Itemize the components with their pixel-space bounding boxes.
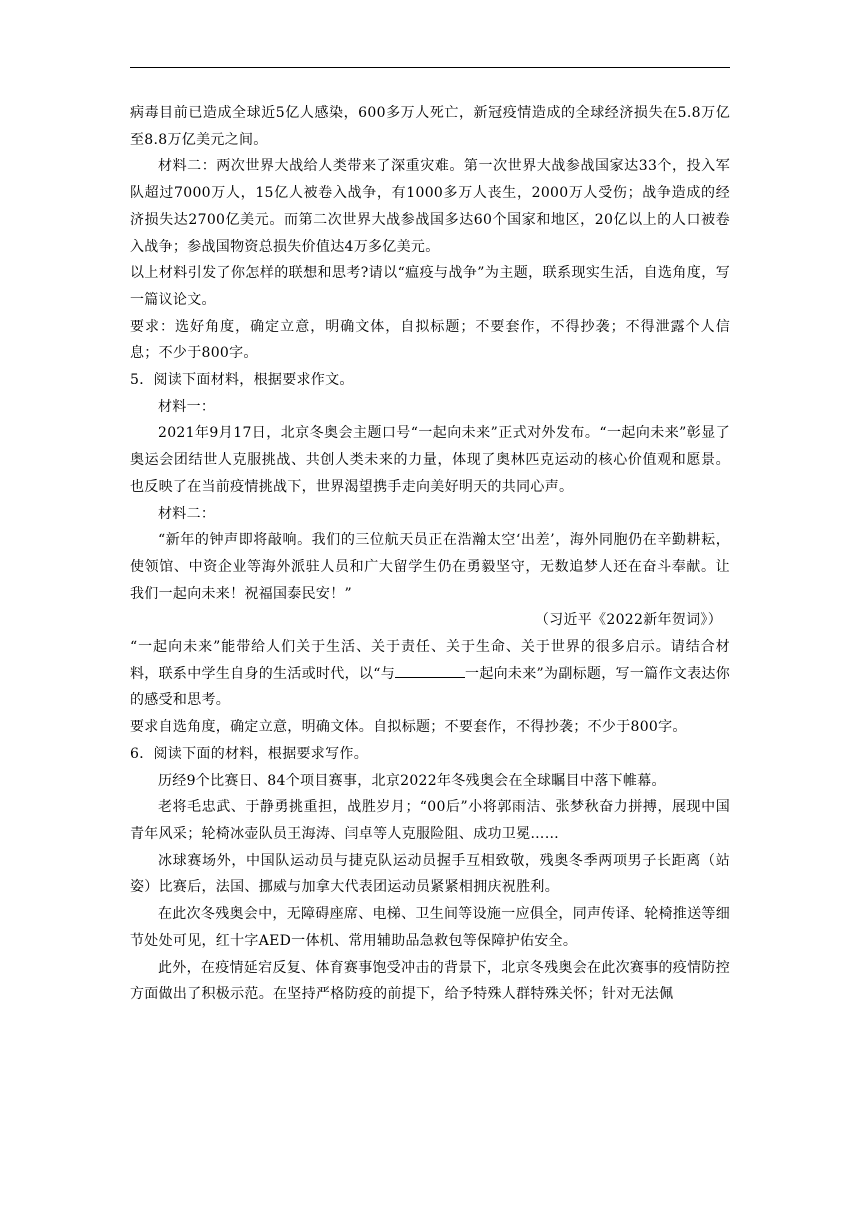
paragraph: 2021年9月17日，北京冬奥会主题口号“一起向未来”正式对外发布。“一起向未来”彰显了奥运会团结世人克服挑战、共创人类未来的力量，体现了奥林匹克运动的核心价值观和愿景。也反映了在当前疫情挑战下，世界渴望携手走向美好明天的共同心声。 bbox=[130, 425, 730, 495]
paragraph: 6．阅读下面的材料，根据要求写作。 bbox=[130, 745, 369, 762]
prompt-text-after-blank: 一起向未来”为副标题，写一篇作文表达你的感受和思考。 bbox=[130, 665, 730, 709]
paragraph: 病毒目前已造成全球近5亿人感染，600多万人死亡，新冠疫情造成的全球经济损失在5.8万亿至8.8万亿美元之间。 bbox=[130, 105, 730, 148]
paragraph: 材料二： bbox=[158, 505, 216, 522]
header-rule bbox=[130, 67, 730, 68]
citation: （习近平《2022新年贺词》） bbox=[534, 612, 722, 629]
prompt-text-before-blank: “一起向未来”能带给人们关于生活、关于责任、关于生命、关于世界的很多启示。请结合材料，联系中学生自身的生活或时代，以“与 bbox=[130, 639, 730, 682]
paragraph: 材料一： bbox=[158, 398, 216, 415]
paragraph bbox=[130, 634, 730, 714]
paragraph: “新年的钟声即将敲响。我们的三位航天员正在浩瀚太空‘出差’，海外同胞仍在辛勤耕耘，使领馆、中资企业等海外派驻人员和广大留学生仍在勇毅坚守，无数追梦人还在奋斗奉献。让我们一起向未来！祝福国泰民安！” bbox=[130, 532, 730, 602]
paragraph: 材料二：两次世界大战给人类带来了深重灾难。第一次世界大战参战国家达33个，投入军队超过7000万人，15亿人被卷入战争，有1000多万人丧生，2000万人受伤；战争造成的经济损失达2700亿美元。而第二次世界大战参战国多达60个国家和地区，20亿以上的人口被卷入战争；参战国物资总损失价值达4万多亿美元。 bbox=[130, 158, 730, 255]
paragraph: 老将毛忠武、于静勇挑重担，战胜岁月；“00后”小将郭雨洁、张梦秋奋力拼搏，展现中国青年风采；轮椅冰壶队员王海涛、闫卓等人克服险阻、成功卫冕…… bbox=[130, 799, 730, 842]
paragraph: 5．阅读下面材料，根据要求作文。 bbox=[130, 372, 354, 389]
paragraph: 冰球赛场外，中国队运动员与捷克队运动员握手互相致敬，残奥冬季两项男子长距离（站姿）比赛后，法国、挪威与加拿大代表团运动员紧紧相拥庆祝胜利。 bbox=[130, 852, 730, 896]
document-body bbox=[130, 100, 730, 1008]
fill-in-blank bbox=[395, 662, 465, 678]
paragraph: 要求：选好角度，确定立意，明确文体，自拟标题；不要套作，不得抄袭；不得泄露个人信息；不少于800字。 bbox=[130, 318, 730, 362]
paragraph: 此外，在疫情延宕反复、体育赛事饱受冲击的背景下，北京冬残奥会在此次赛事的疫情防控方面做出了积极示范。在坚持严格防疫的前提下，给予特殊人群特殊关怀；针对无法佩 bbox=[130, 959, 730, 1003]
paragraph: 在此次冬残奥会中，无障碍座席、电梯、卫生间等设施一应俱全，同声传译、轮椅推送等细节处处可见，红十字AED一体机、常用辅助品急救包等保障护佑安全。 bbox=[130, 906, 730, 949]
paragraph: 历经9个比赛日、84个项目赛事，北京2022年冬残奥会在全球瞩目中落下帷幕。 bbox=[158, 772, 666, 789]
paragraph: 以上材料引发了你怎样的联想和思考?请以“瘟疫与战争”为主题，联系现实生活，自选角度，写一篇议论文。 bbox=[130, 265, 730, 308]
paragraph: 要求自选角度，确定立意，明确文体。自拟标题；不要套作，不得抄袭；不少于800字。 bbox=[130, 719, 687, 736]
